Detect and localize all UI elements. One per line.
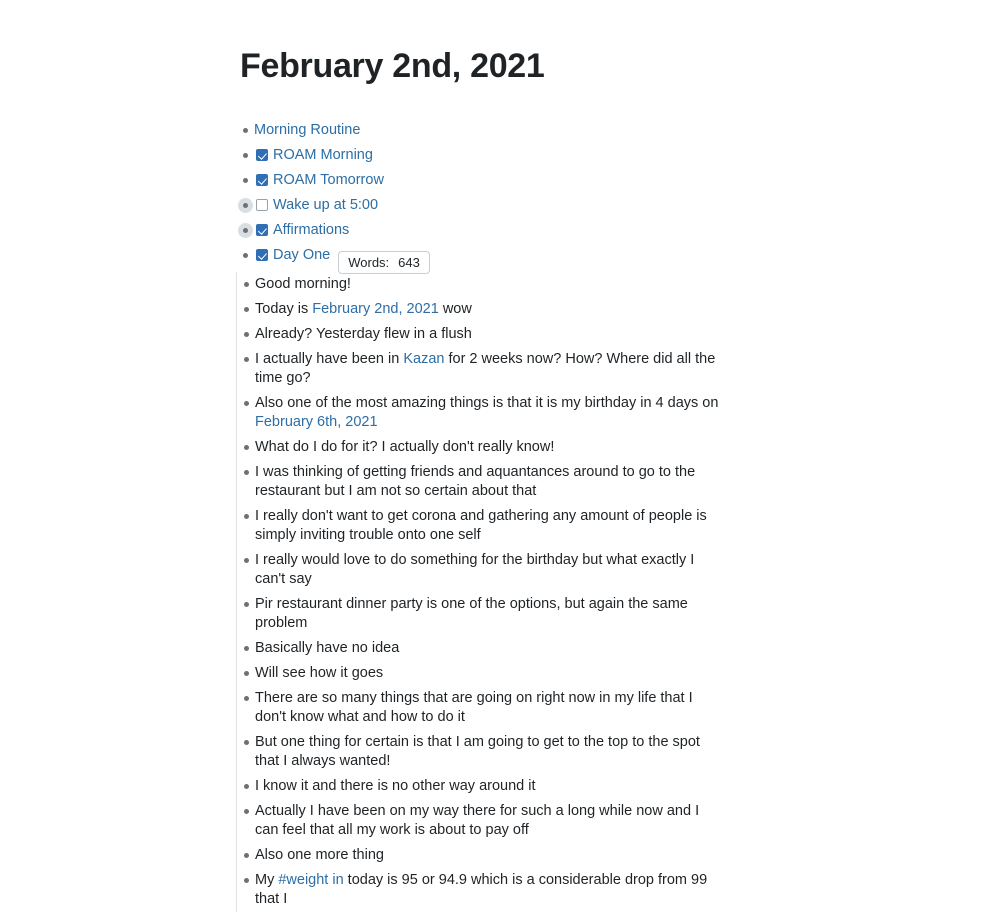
task-label[interactable]: Wake up at 5:00 <box>273 197 379 213</box>
text-span: Will see how it goes <box>255 665 384 681</box>
text-span: I actually have been in <box>255 351 404 367</box>
journal-row[interactable] <box>237 504 976 548</box>
task-checkbox[interactable] <box>256 249 268 261</box>
task-checkbox[interactable] <box>256 224 268 236</box>
bullet-icon[interactable] <box>237 802 255 821</box>
journal-row[interactable] <box>237 799 976 843</box>
journal-row[interactable] <box>237 322 976 347</box>
journal-text[interactable] <box>255 595 725 633</box>
task-item-roam-morning[interactable] <box>236 143 976 168</box>
journal-row[interactable] <box>237 272 976 297</box>
text-span: Also one more thing <box>255 847 384 863</box>
bullet-icon[interactable] <box>236 121 254 140</box>
page-ref-link[interactable]: February 2nd, 2021 <box>312 301 439 317</box>
bullet-icon[interactable] <box>236 246 254 265</box>
journal-item[interactable] <box>237 460 976 504</box>
task-label[interactable]: Day One <box>273 247 331 263</box>
tag-link[interactable]: #weight in <box>278 872 344 888</box>
bullet-icon[interactable] <box>237 846 255 865</box>
outline-root <box>236 118 976 912</box>
journal-item[interactable] <box>237 391 976 435</box>
journal-row[interactable] <box>237 347 976 391</box>
page-ref-link[interactable]: February 6th, 2021 <box>255 414 378 430</box>
journal-row[interactable] <box>237 868 976 912</box>
journal-row[interactable] <box>237 460 976 504</box>
journal-item[interactable] <box>237 322 976 347</box>
morning-routine-children <box>236 143 976 912</box>
text-span: for 2 weeks now? How? Where did all the time go? <box>255 351 716 386</box>
journal-item[interactable] <box>237 774 976 799</box>
text-span: Today is <box>255 301 313 317</box>
task-item-wake-up[interactable] <box>236 193 976 218</box>
journal-text[interactable] <box>255 350 725 388</box>
bullet-icon[interactable] <box>237 777 255 796</box>
task-row[interactable] <box>236 243 976 272</box>
bullet-icon[interactable] <box>236 171 254 190</box>
journal-text[interactable] <box>255 871 725 909</box>
journal-item[interactable] <box>237 636 976 661</box>
journal-row[interactable] <box>237 391 976 435</box>
task-item-day-one[interactable] <box>236 243 976 912</box>
text-span: I really don't want to get corona and gathering any amount of people is simply inviting trouble onto one self <box>255 508 707 543</box>
journal-item[interactable] <box>237 272 976 297</box>
journal-item[interactable] <box>237 347 976 391</box>
task-label[interactable]: ROAM Tomorrow <box>273 172 384 188</box>
journal-row[interactable] <box>237 548 976 592</box>
journal-text[interactable] <box>255 507 725 545</box>
bullet-icon[interactable] <box>236 146 254 165</box>
bullet-icon[interactable] <box>237 350 255 369</box>
text-span: What do I do for it? I actually don't really know! <box>255 439 555 455</box>
text-span: Basically have no idea <box>255 640 400 656</box>
text-span: There are so many things that are going on right now in my life that I don't know what and how to do it <box>255 690 693 725</box>
journal-row[interactable] <box>237 592 976 636</box>
morning-routine-row[interactable] <box>236 118 976 143</box>
journal-text[interactable] <box>255 846 384 865</box>
task-item-roam-tomorrow[interactable] <box>236 168 976 193</box>
journal-text[interactable] <box>255 733 725 771</box>
journal-row[interactable] <box>237 730 976 774</box>
collapsed-bullet-icon[interactable] <box>236 221 254 240</box>
text-span: today is 95 or 94.9 which is a considerable drop from 99 that I <box>255 872 708 907</box>
bullet-icon[interactable] <box>237 664 255 683</box>
bullet-icon[interactable] <box>237 551 255 570</box>
journal-row[interactable] <box>237 661 976 686</box>
text-span: Already? Yesterday flew in a flush <box>255 326 472 342</box>
journal-entry-list <box>236 272 976 912</box>
page-ref-link[interactable]: Kazan <box>403 351 445 367</box>
journal-row[interactable] <box>237 435 976 460</box>
journal-text[interactable] <box>255 689 725 727</box>
bullet-icon[interactable] <box>237 300 255 319</box>
text-span: Actually I have been on my way there for such a long while now and I can feel that all my work is about to pay off <box>255 803 700 838</box>
text-span: I was thinking of getting friends and aquantances around to go to the restaurant but I am not so certain about that <box>255 464 696 499</box>
collapsed-bullet-icon[interactable] <box>236 196 254 215</box>
journal-item[interactable] <box>237 661 976 686</box>
journal-text[interactable] <box>255 300 472 319</box>
outline-item-morning-routine[interactable] <box>236 118 976 912</box>
journal-row[interactable] <box>237 297 976 322</box>
journal-text[interactable] <box>255 802 725 840</box>
text-span: Good morning! <box>255 276 351 292</box>
text-span: Also one of the most amazing things is that it is my birthday in 4 days on <box>255 395 719 411</box>
text-span: Pir restaurant dinner party is one of the options, but again the same problem <box>255 596 688 631</box>
text-span: I really would love to do something for the birthday but what exactly I can't say <box>255 552 695 587</box>
task-row[interactable] <box>236 168 976 193</box>
task-label[interactable]: Affirmations <box>273 222 350 238</box>
task-label[interactable]: ROAM Morning <box>273 147 373 163</box>
journal-text[interactable] <box>255 394 725 432</box>
journal-item[interactable] <box>237 686 976 730</box>
journal-item[interactable] <box>237 843 976 868</box>
bullet-icon[interactable] <box>237 689 255 708</box>
bullet-icon[interactable] <box>237 639 255 658</box>
journal-item[interactable] <box>237 504 976 548</box>
journal-row[interactable] <box>237 636 976 661</box>
bullet-icon[interactable] <box>237 325 255 344</box>
bullet-icon[interactable] <box>237 438 255 457</box>
bullet-icon[interactable] <box>237 733 255 752</box>
morning-routine-label[interactable]: Morning Routine <box>254 122 361 138</box>
text-span: wow <box>438 301 472 317</box>
bullet-icon[interactable] <box>237 507 255 526</box>
bullet-icon[interactable] <box>237 463 255 482</box>
text-span: I know it and there is no other way around it <box>255 778 536 794</box>
task-checkbox[interactable] <box>256 174 268 186</box>
text-span: My <box>255 872 279 888</box>
journal-item[interactable] <box>237 297 976 322</box>
task-row[interactable] <box>236 218 976 243</box>
word-count-label: Words: <box>348 255 390 270</box>
page-title: February 2nd, 2021 <box>240 47 545 85</box>
word-count-badge <box>338 251 430 274</box>
journal-text[interactable] <box>255 325 472 344</box>
task-row[interactable] <box>236 193 976 218</box>
journal-text[interactable] <box>255 438 554 457</box>
journal-item[interactable] <box>237 730 976 774</box>
task-item-affirmations[interactable] <box>236 218 976 243</box>
journal-text[interactable] <box>255 463 725 501</box>
journal-text[interactable] <box>255 551 725 589</box>
bullet-icon[interactable] <box>237 595 255 614</box>
journal-text[interactable] <box>255 664 383 683</box>
journal-item[interactable] <box>237 592 976 636</box>
journal-row[interactable] <box>237 774 976 799</box>
task-checkbox[interactable] <box>256 149 268 161</box>
task-checkbox[interactable] <box>256 199 268 211</box>
journal-item[interactable] <box>237 799 976 843</box>
outline-list <box>236 118 976 912</box>
bullet-icon[interactable] <box>237 871 255 890</box>
text-span: But one thing for certain is that I am going to get to the top to the spot that I always wanted! <box>255 734 700 769</box>
journal-text[interactable] <box>255 639 399 658</box>
journal-item[interactable] <box>237 868 976 912</box>
journal-text[interactable] <box>255 777 536 796</box>
journal-item[interactable] <box>237 435 976 460</box>
bullet-icon[interactable] <box>237 275 255 294</box>
journal-item[interactable] <box>237 548 976 592</box>
journal-text[interactable] <box>255 275 351 294</box>
task-row[interactable] <box>236 143 976 168</box>
word-count-value: 643 <box>398 255 420 270</box>
bullet-icon[interactable] <box>237 394 255 413</box>
journal-row[interactable] <box>237 686 976 730</box>
journal-row[interactable] <box>237 843 976 868</box>
